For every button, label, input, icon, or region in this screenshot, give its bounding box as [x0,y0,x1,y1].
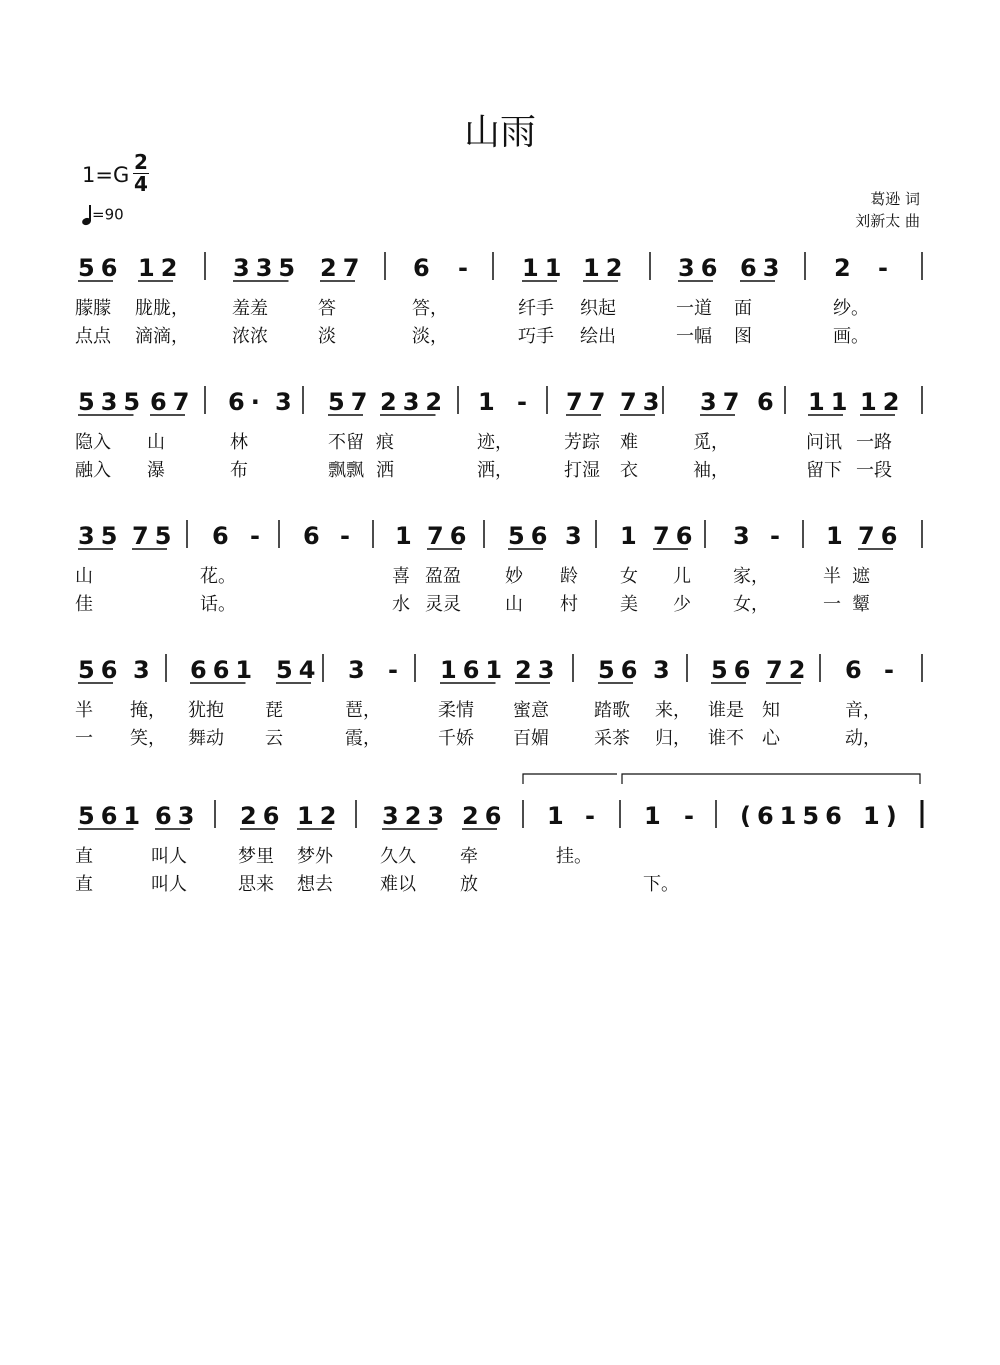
key-signature: 1=G [82,163,130,187]
lyric-word: 知 [762,700,780,721]
note-group: - [517,388,533,416]
lyric-word: 淡， [412,326,448,347]
lyric-word: 巧手 [518,326,554,347]
lyric-word: 少 [673,594,691,615]
lyric-word: 柔情 [438,700,474,721]
score-row-1 [0,238,1000,368]
lyric-word: 山 [147,432,165,453]
lyric-word: 琵 [265,700,283,721]
lyric-word: 洒， [477,460,513,481]
composer-credit: 刘新太 曲 [855,212,920,230]
lyric-word: 牵 [460,846,478,867]
lyric-word: 山 [75,566,93,587]
score-row-5 [0,786,1000,916]
lyric-word: 久久 [380,846,416,867]
lyric-word: 百媚 [513,728,549,749]
note-group: 335 [233,254,302,282]
note-group: 36 [678,254,724,282]
lyric-word: 村 [560,594,578,615]
notation-row-5 [0,786,1000,846]
note-group: 23 [515,656,561,684]
note-group: - [585,802,601,830]
note-group: 1 [620,522,643,550]
lyric-word: 盈盈 [425,566,461,587]
lyric-word: 来， [655,700,691,721]
lyric-word: 打湿 [564,460,600,481]
note-group: 1 [826,522,849,550]
note-group: 661 [190,656,259,684]
note-group: - [684,802,700,830]
lyric-word: 思来 [238,874,274,895]
lyric-word: 千娇 [438,728,474,749]
lyric-word: 一 [823,594,841,615]
time-signature-top: 2 [134,150,148,174]
notation-row-2 [0,372,1000,432]
volta-bracket-1 [523,774,617,784]
note-group: 6· [228,388,266,416]
lyric-word: 衣 [620,460,638,481]
lyric-word: 山 [505,594,523,615]
note-group: 12 [138,254,184,282]
lyric-word: 水 [392,594,410,615]
note-group: 75 [132,522,178,550]
lyric-word: 觅， [693,432,729,453]
note-group: 3 [565,522,588,550]
lyric-word: 梦里 [238,846,274,867]
notation-row-1 [0,238,1000,298]
lyric-word: 融入 [75,460,111,481]
lyric-word: 霞， [345,728,381,749]
note-group: 1 [395,522,418,550]
note-group: 73 [620,388,666,416]
lyric-word: 叫人 [151,846,187,867]
lyric-word: 龄 [560,566,578,587]
lyric-word: 心 [762,728,780,749]
note-group: 1 [644,802,667,830]
note-group: 12 [297,802,343,830]
lyric-word: 面 [734,298,752,319]
lyric-word: 踏歌 [594,700,630,721]
lyric-word: 袖， [693,460,729,481]
lyric-word: 不留 [328,432,364,453]
lyric-word: 难以 [380,874,416,895]
lyric-word: 谁不 [708,728,744,749]
time-signature [132,152,150,195]
note-group: 27 [320,254,366,282]
lyric-word: 画。 [833,326,869,347]
note-group: 11 [808,388,854,416]
lyric-word: 归， [655,728,691,749]
score-row-2 [0,372,1000,502]
lyric-word: 儿 [673,566,691,587]
lyric-word: 朦朦 [75,298,111,319]
lyric-word: 琶， [345,700,381,721]
note-group: 6 [845,656,868,684]
lyric-word: 答， [412,298,448,319]
note-group: 26 [462,802,508,830]
lyric-word: 问讯 [806,432,842,453]
lyric-word: 半 [823,566,841,587]
lyricist-credit: 葛逊 词 [870,190,920,208]
lyric-word: 想去 [297,874,333,895]
note-group: 12 [583,254,629,282]
note-group: 6 [757,388,780,416]
note-group: - [770,522,786,550]
note-group: 161 [440,656,509,684]
note-group: 56 [78,254,124,282]
lyric-word: 纱。 [833,298,869,319]
time-signature-bottom: 4 [134,172,148,196]
lyric-word: 纤手 [518,298,554,319]
note-group: 63 [740,254,786,282]
lyric-word: 放 [460,874,478,895]
note-group: 56 [711,656,757,684]
lyric-word: 舞动 [188,728,224,749]
note-group: 3 [133,656,156,684]
note-group: 63 [155,802,201,830]
note-group: 1) [863,802,903,830]
lyric-word: 直 [75,846,93,867]
lyric-word: 胧胧， [135,298,189,319]
lyric-word: 布 [230,460,248,481]
lyric-word: 一幅 [676,326,712,347]
lyric-word: 直 [75,874,93,895]
lyric-word: 佳 [75,594,93,615]
note-group: 12 [860,388,906,416]
note-group: 3 [733,522,756,550]
lyric-word: 迹， [477,432,513,453]
lyric-word: 遮 [852,566,870,587]
lyric-word: 美 [620,594,638,615]
note-group: 3 [348,656,371,684]
lyric-word: 淡 [318,326,336,347]
lyric-word: 音， [845,700,881,721]
lyric-word: 图 [734,326,752,347]
note-group: 37 [700,388,746,416]
lyric-word: 一路 [856,432,892,453]
lyric-word: 掩， [130,700,166,721]
lyric-word: 瀑 [147,460,165,481]
lyric-word: 绘出 [580,326,616,347]
tempo-marking [82,205,124,227]
lyric-word: 谁是 [708,700,744,721]
note-group: 56 [598,656,644,684]
note-group: (6156 [740,802,848,830]
lyric-word: 喜 [392,566,410,587]
lyric-word: 挂。 [556,846,592,867]
note-group: - [340,522,356,550]
lyric-word: 答 [318,298,336,319]
note-group: - [388,656,404,684]
lyric-word: 隐入 [75,432,111,453]
lyric-word: 飘飘 [328,460,364,481]
lyric-word: 笑， [130,728,166,749]
lyric-word: 一 [75,728,93,749]
notation-row-4 [0,640,1000,700]
lyric-word: 犹抱 [188,700,224,721]
note-group: 72 [766,656,812,684]
note-group: 76 [427,522,473,550]
lyric-word: 半 [75,700,93,721]
lyric-word: 一道 [676,298,712,319]
note-group: 11 [522,254,568,282]
note-group: - [458,254,474,282]
lyric-word: 家， [733,566,769,587]
note-group: 3 [653,656,676,684]
note-group: 57 [328,388,374,416]
lyric-word: 女， [733,594,769,615]
note-group: 1 [547,802,570,830]
note-group: 6 [212,522,235,550]
lyric-word: 浓浓 [232,326,268,347]
lyric-word: 点点 [75,326,111,347]
lyric-word: 一段 [856,460,892,481]
note-group: 232 [380,388,449,416]
note-group: 2 [834,254,857,282]
note-group: 561 [78,802,147,830]
note-group: - [878,254,894,282]
note-group: 54 [276,656,322,684]
note-group: 3 [275,388,298,416]
lyric-word: 采茶 [594,728,630,749]
note-group: 67 [150,388,196,416]
note-group: 77 [566,388,612,416]
note-group: 6 [413,254,436,282]
lyric-word: 话。 [200,594,236,615]
note-group: 6 [303,522,326,550]
lyric-word: 下。 [643,874,679,895]
quarter-note-icon [82,205,92,225]
lyric-word: 羞羞 [232,298,268,319]
note-group: 56 [508,522,554,550]
lyric-word: 女 [620,566,638,587]
note-group: - [884,656,900,684]
lyric-word: 颦 [852,594,870,615]
notation-row-3 [0,506,1000,566]
song-title: 山雨 [463,112,536,153]
note-group: 535 [78,388,147,416]
note-group: 56 [78,656,124,684]
lyric-word: 灵灵 [425,594,461,615]
lyric-word: 花。 [200,566,236,587]
lyric-word: 叫人 [151,874,187,895]
score-row-4 [0,640,1000,770]
score-row-3 [0,506,1000,636]
lyric-word: 痕 [376,432,394,453]
lyric-word: 滴滴， [135,326,189,347]
lyric-word: 梦外 [297,846,333,867]
volta-bracket-2 [622,774,920,784]
lyric-word: 洒 [376,460,394,481]
lyric-word: 妙 [505,566,523,587]
note-group: 35 [78,522,124,550]
note-group: 323 [382,802,451,830]
lyric-word: 芳踪 [564,432,600,453]
tempo-value: =90 [92,205,124,224]
note-group: 76 [653,522,699,550]
note-group: 26 [240,802,286,830]
note-group: 76 [858,522,904,550]
lyric-word: 难 [620,432,638,453]
lyric-word: 蜜意 [513,700,549,721]
note-group: - [250,522,266,550]
lyric-word: 动， [845,728,881,749]
lyric-word: 林 [230,432,248,453]
lyric-word: 留下 [806,460,842,481]
lyric-word: 织起 [580,298,616,319]
note-group: 1 [478,388,501,416]
lyric-word: 云 [265,728,283,749]
